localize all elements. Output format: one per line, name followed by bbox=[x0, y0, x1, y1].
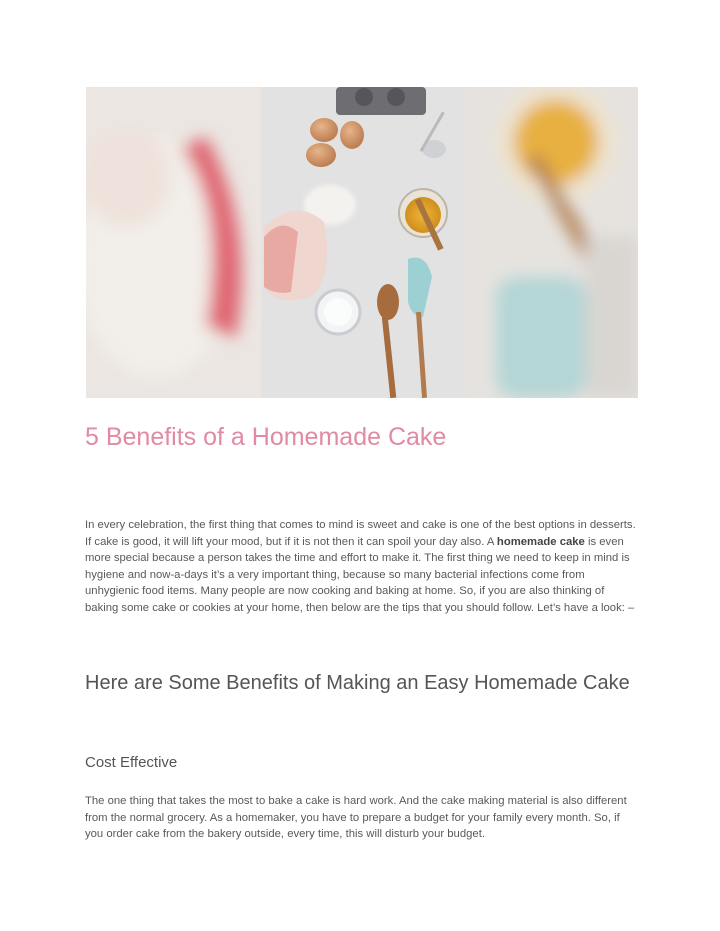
article-title: 5 Benefits of a Homemade Cake bbox=[85, 423, 447, 451]
intro-bold-text: homemade cake bbox=[496, 535, 585, 548]
subheading-cost-effective: Cost Effective bbox=[85, 754, 178, 771]
left-panel bbox=[86, 87, 261, 398]
hero-image bbox=[86, 87, 638, 398]
cost-paragraph: The one thing that takes the most to bake a cake is hard work. And the cake making material is also different from the normal grocery. As a homemaker, you have to prepare a budget for your family every month. So, if you order cake from the bakery outside, every time, this will disturb your budget. bbox=[85, 795, 627, 841]
intro-paragraph bbox=[85, 517, 640, 617]
hero-illustration bbox=[86, 87, 638, 398]
section-heading: Here are Some Benefits of Making an Easy Homemade Cake bbox=[85, 672, 630, 694]
middle-panel bbox=[261, 87, 466, 398]
intro-text-end: is even more special because a person takes the time and effort to make it. The first thing we need to keep in mind is hygiene and now-a-days it’s a very important thing, because so many bacterial infections come from unhygienic food items. Many people are now cooking and baking at home. So, if you are also thinking of baking some cake or cookies at your home, then below are the tips that you should follow. Let’s have a look: – bbox=[85, 535, 635, 614]
right-panel bbox=[466, 87, 638, 398]
intro-text-start: In every celebration, the first thing that comes to mind is sweet and cake is one of the best options in desserts. If cake is good, it will lift your mood, but if it is not then it can spoil your day also. A bbox=[85, 519, 636, 548]
